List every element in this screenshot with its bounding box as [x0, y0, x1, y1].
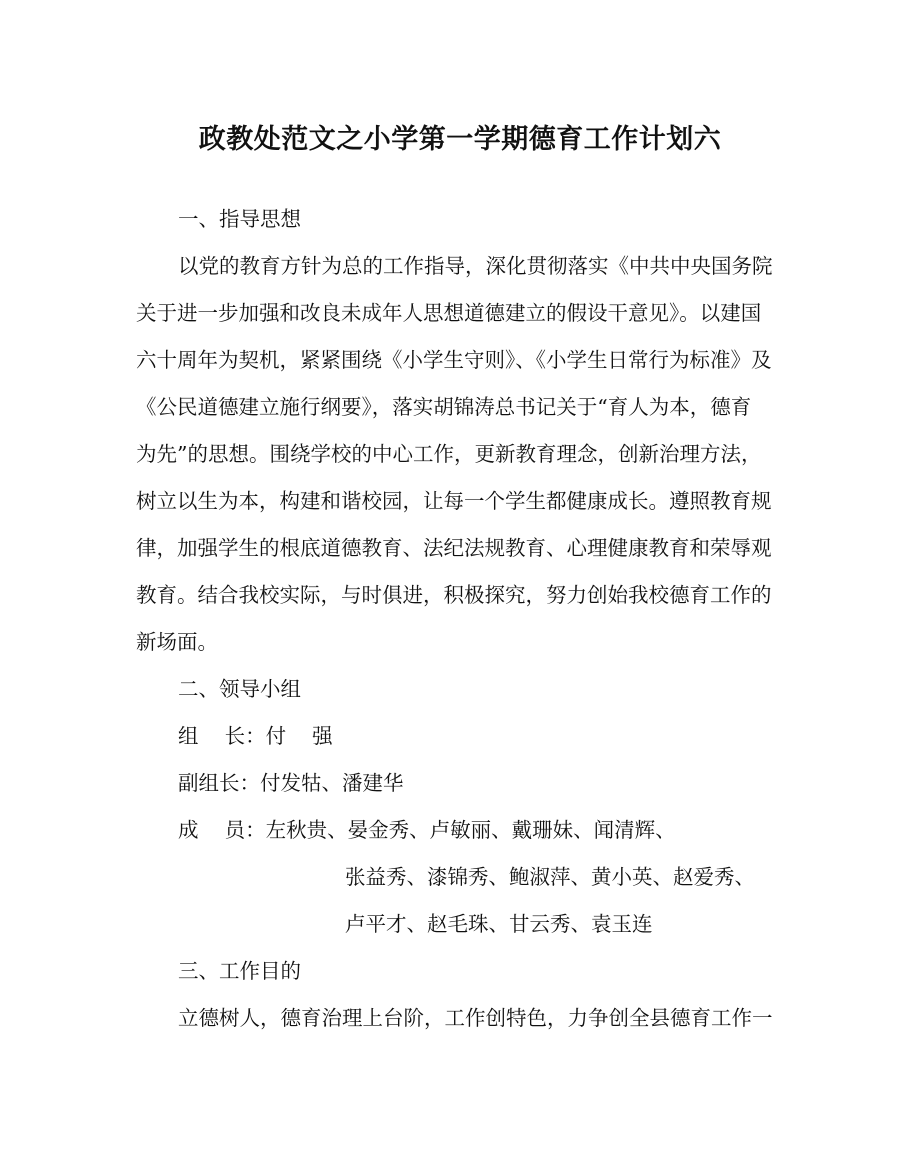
document-title: 政教处范文之小学第一学期德育工作计划六 — [198, 124, 722, 155]
members-line-1: 左秋贵、晏金秀、卢敏丽、戴珊妹、闻清辉、 — [265, 818, 676, 842]
paragraph-line-3: 六十周年为契机，紧紧围绕《小学生守则》、《小学生日常行为标准》及 — [136, 348, 772, 372]
paragraph-line-9: 新场面。 — [136, 630, 218, 654]
paragraph-line-6: 树立以生为本，构建和谐校园，让每一个学生都健康成长。遵照教育规 — [136, 489, 772, 513]
leader-row — [178, 713, 333, 760]
members-line-2: 张益秀、漆锦秀、鲍淑萍、黄小英、赵爱秀、 — [345, 865, 755, 889]
section-heading-work-goals: 三、工作目的 — [178, 959, 301, 983]
paragraph-line-8: 教育。结合我校实际，与时俱进，积极探究，努力创始我校德育工作的 — [136, 583, 772, 607]
members-row — [178, 807, 676, 854]
paragraph-line-1: 以党的教育方针为总的工作指导，深化贯彻落实《中共中央国务院 — [178, 254, 773, 278]
member-label: 成 员： — [178, 818, 266, 842]
members-line-3: 卢平才、赵毛珠、甘云秀、袁玉连 — [345, 912, 653, 936]
section-heading-guiding-ideology: 一、指导思想 — [178, 207, 301, 231]
paragraph-line-4: 《公民道德建立施行纲要》，落实胡锦涛总书记关于“育人为本，德育 — [136, 395, 752, 419]
goals-line-1: 立德树人，德育治理上台阶，工作创特色，力争创全县德育工作一 — [178, 1006, 773, 1030]
section-heading-leadership-group: 二、领导小组 — [178, 677, 301, 701]
leader-label: 组 长： — [178, 724, 266, 748]
deputy-label: 副组长： — [178, 771, 260, 795]
deputy-row — [178, 760, 404, 807]
deputy-names: 付发牯、潘建华 — [260, 771, 404, 795]
paragraph-line-5: 为先”的思想。围绕学校的中心工作，更新教育理念，创新治理方法， — [136, 442, 762, 466]
paragraph-line-7: 律，加强学生的根底道德教育、法纪法规教育、心理健康教育和荣辱观 — [136, 536, 772, 560]
paragraph-line-2: 关于进一步加强和改良未成年人思想道德建立的假设干意见》。以建国 — [136, 301, 762, 325]
leader-name: 付 强 — [265, 724, 333, 748]
